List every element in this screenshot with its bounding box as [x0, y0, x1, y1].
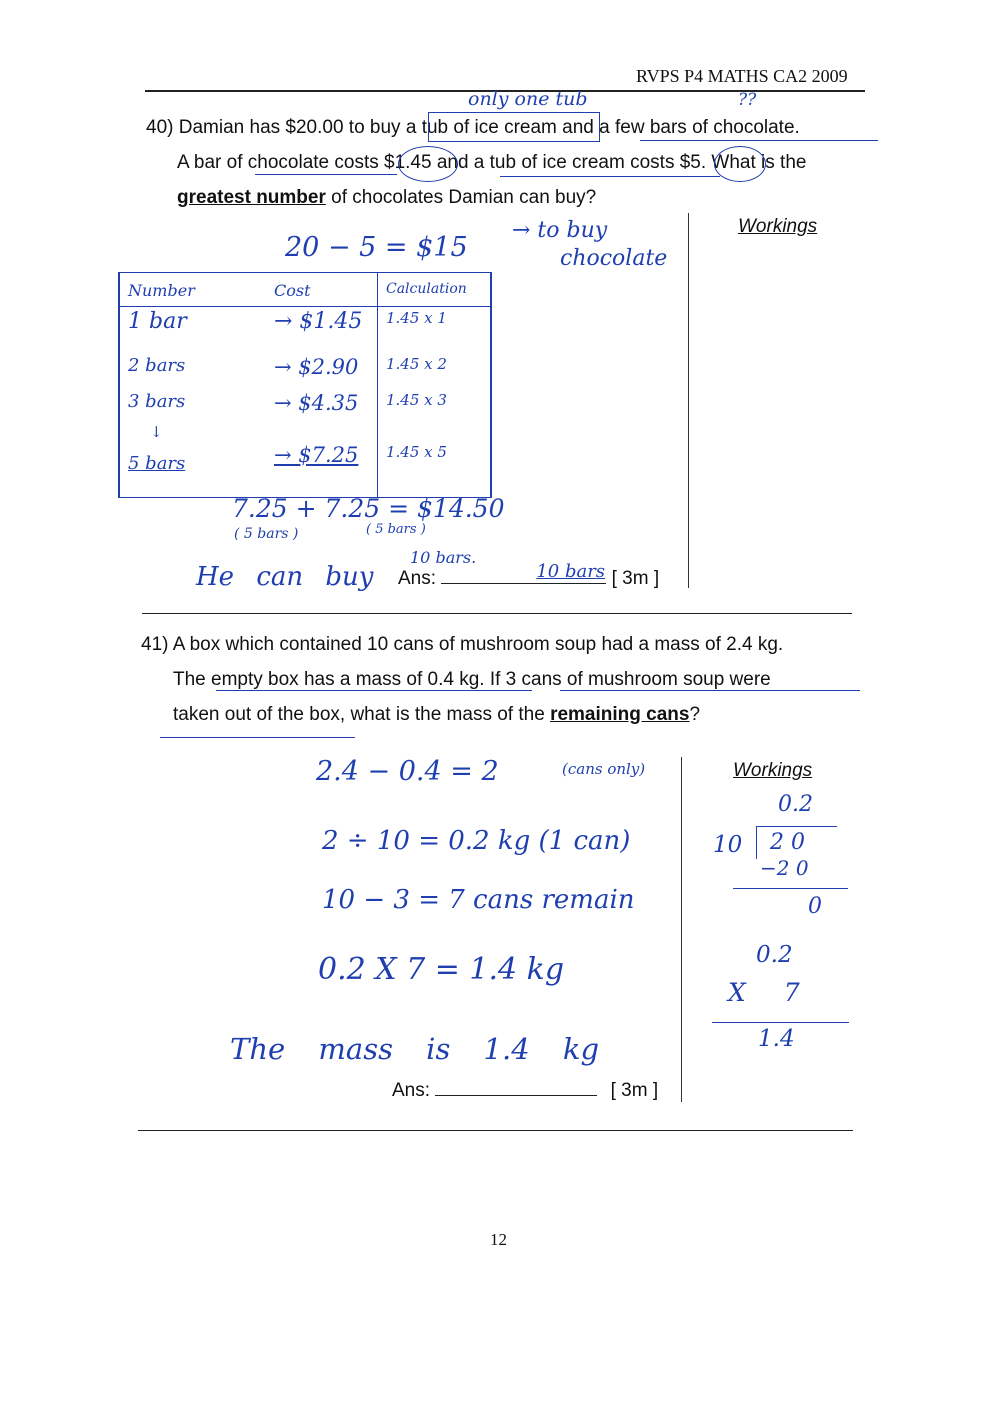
q41-workings-label: Workings — [733, 760, 813, 781]
q40-workings-label: Workings — [738, 216, 818, 237]
hand-chocolate: chocolate — [560, 246, 668, 271]
hand-mul-result: 1.4 — [758, 1026, 795, 1052]
hand-table-header-cost: Cost — [266, 273, 378, 307]
hand-table-cost: → $2.90 — [266, 353, 378, 389]
annotation-question-marks: ?? — [738, 90, 757, 110]
hand-subtract: 20 − 5 = $15 — [285, 232, 468, 263]
hand-table-number: ↓ — [120, 423, 267, 441]
hand-table-grid — [119, 273, 491, 497]
q40-ans-label: Ans: — [398, 568, 437, 589]
q41-number: 41) — [141, 634, 169, 655]
q41-workings-divider — [681, 757, 682, 1102]
hand-table-cost: → $1.45 — [266, 307, 378, 353]
hand-sum-note-a: ( 5 bars ) — [234, 526, 299, 542]
hand-table-calc — [378, 423, 491, 441]
mark-underline-tub — [500, 176, 720, 177]
mark-circle-5 — [714, 146, 766, 182]
mark-underline-empty-box — [216, 690, 532, 691]
hand-step1-note: (cans only) — [562, 760, 646, 778]
q41-ans-label: Ans: — [392, 1080, 431, 1101]
q41-line1 — [141, 627, 783, 662]
hand-table-calc: 1.45 x 1 — [378, 307, 491, 353]
hand-table-header-row — [120, 273, 491, 307]
hand-table — [118, 272, 492, 498]
q40-answer-value: 10 bars — [536, 561, 606, 582]
mark-underline-bars — [640, 140, 878, 141]
hand-mul-top: 0.2 — [756, 942, 793, 968]
q40-line3-bold: greatest number — [177, 187, 326, 208]
table-row — [120, 307, 491, 353]
hand-table-cost: → $4.35 — [266, 389, 378, 423]
hand-div-dividend: 2 0 — [770, 830, 805, 855]
q41-line3-bold: remaining cans — [550, 704, 690, 725]
hand-he-can-buy: He can buy — [196, 562, 374, 592]
q40-line1-a: Damian has $20.00 to buy — [178, 117, 406, 138]
q40-workings-divider — [688, 213, 689, 588]
hand-sum-note-b: ( 5 bars ) — [366, 522, 426, 537]
mark-circle-145 — [398, 146, 458, 182]
hand-div-subtract: −2 0 — [760, 856, 809, 880]
hand-step4: 0.2 X 7 = 1.4 kg — [318, 952, 565, 987]
q41-answer-line — [392, 1077, 658, 1102]
mark-underline-chocolate-costs — [255, 174, 397, 175]
hand-step3: 10 − 3 = 7 cans remain — [322, 885, 635, 915]
hand-mul-rule — [712, 1022, 849, 1023]
q40-line3-rest: of chocolates Damian can buy? — [325, 187, 597, 208]
hand-table-calc: 1.45 x 2 — [378, 353, 491, 389]
hand-step1: 2.4 − 0.4 = 2 — [316, 756, 499, 787]
table-row — [120, 441, 491, 497]
hand-sum: 7.25 + 7.25 = $14.50 — [232, 494, 505, 523]
hand-to-buy: → to buy — [512, 218, 608, 243]
hand-div-rule — [733, 888, 848, 889]
hand-table-number: 3 bars — [120, 389, 267, 423]
table-row — [120, 353, 491, 389]
hand-table-calc: 1.45 x 5 — [378, 441, 491, 497]
q40-marks: [ 3m ] — [611, 568, 660, 589]
q40-answer-line — [398, 561, 660, 590]
hand-table-number: 2 bars — [120, 353, 267, 389]
hand-div-remainder: 0 — [808, 894, 822, 919]
q40-line3 — [177, 180, 596, 215]
q40-number: 40) — [146, 117, 174, 138]
q41-bottom-rule — [138, 1130, 853, 1131]
q41-marks: [ 3m ] — [610, 1080, 659, 1101]
q41-line2: The empty box has a mass of 0.4 kg. If 3 cans of mushroom soup were — [173, 669, 771, 690]
mark-underline-cans-taken — [560, 690, 860, 691]
hand-table-header-calc: Calculation — [378, 273, 491, 307]
q41-line3-c: ? — [689, 704, 701, 725]
q40-line2: A bar of chocolate costs $1.45 and a tub of ice cream costs $5. What is the — [177, 152, 807, 173]
hand-table-number: 5 bars — [120, 441, 267, 497]
hand-table-header-number: Number — [120, 273, 267, 307]
hand-table-cost — [266, 423, 378, 441]
q41-answer-field[interactable] — [435, 1077, 597, 1096]
mark-box-ice-cream — [428, 112, 600, 142]
table-row — [120, 423, 491, 441]
hand-step2: 2 ÷ 10 = 0.2 kg (1 can) — [322, 826, 631, 856]
page-number: 12 — [490, 1230, 507, 1249]
table-row — [120, 389, 491, 423]
mark-underline-taken-out — [160, 737, 355, 738]
hand-mul-op: X 7 — [728, 978, 800, 1007]
q41-line1-text: A box which contained 10 cans of mushroom soup had a mass of 2.4 kg. — [172, 634, 784, 655]
q40-answer-field[interactable] — [441, 561, 606, 584]
page-header-title: RVPS P4 MATHS CA2 2009 — [636, 66, 848, 86]
annotation-only-one-tub: only one tub — [468, 88, 588, 110]
hand-div-quotient: 0.2 — [778, 792, 813, 817]
q41-line3 — [173, 697, 700, 732]
hand-table-calc: 1.45 x 3 — [378, 389, 491, 423]
q40-line1-d: a few bars of chocolate. — [599, 117, 800, 138]
q40-line1-c: and — [556, 117, 600, 138]
q41-line3-a: taken out of the box, what is the mass of the — [173, 704, 551, 725]
q40-line1-b: a tub of ice cream — [405, 117, 557, 138]
q40-bottom-rule — [142, 613, 852, 614]
hand-table-cost: → $7.25 — [266, 441, 378, 497]
hand-conclusion: The mass is 1.4 kg — [230, 1032, 600, 1066]
hand-table-number: 1 bar — [120, 307, 267, 353]
hand-div-divisor: 10 — [713, 832, 743, 858]
hand-ten-bars: 10 bars. — [410, 548, 477, 567]
